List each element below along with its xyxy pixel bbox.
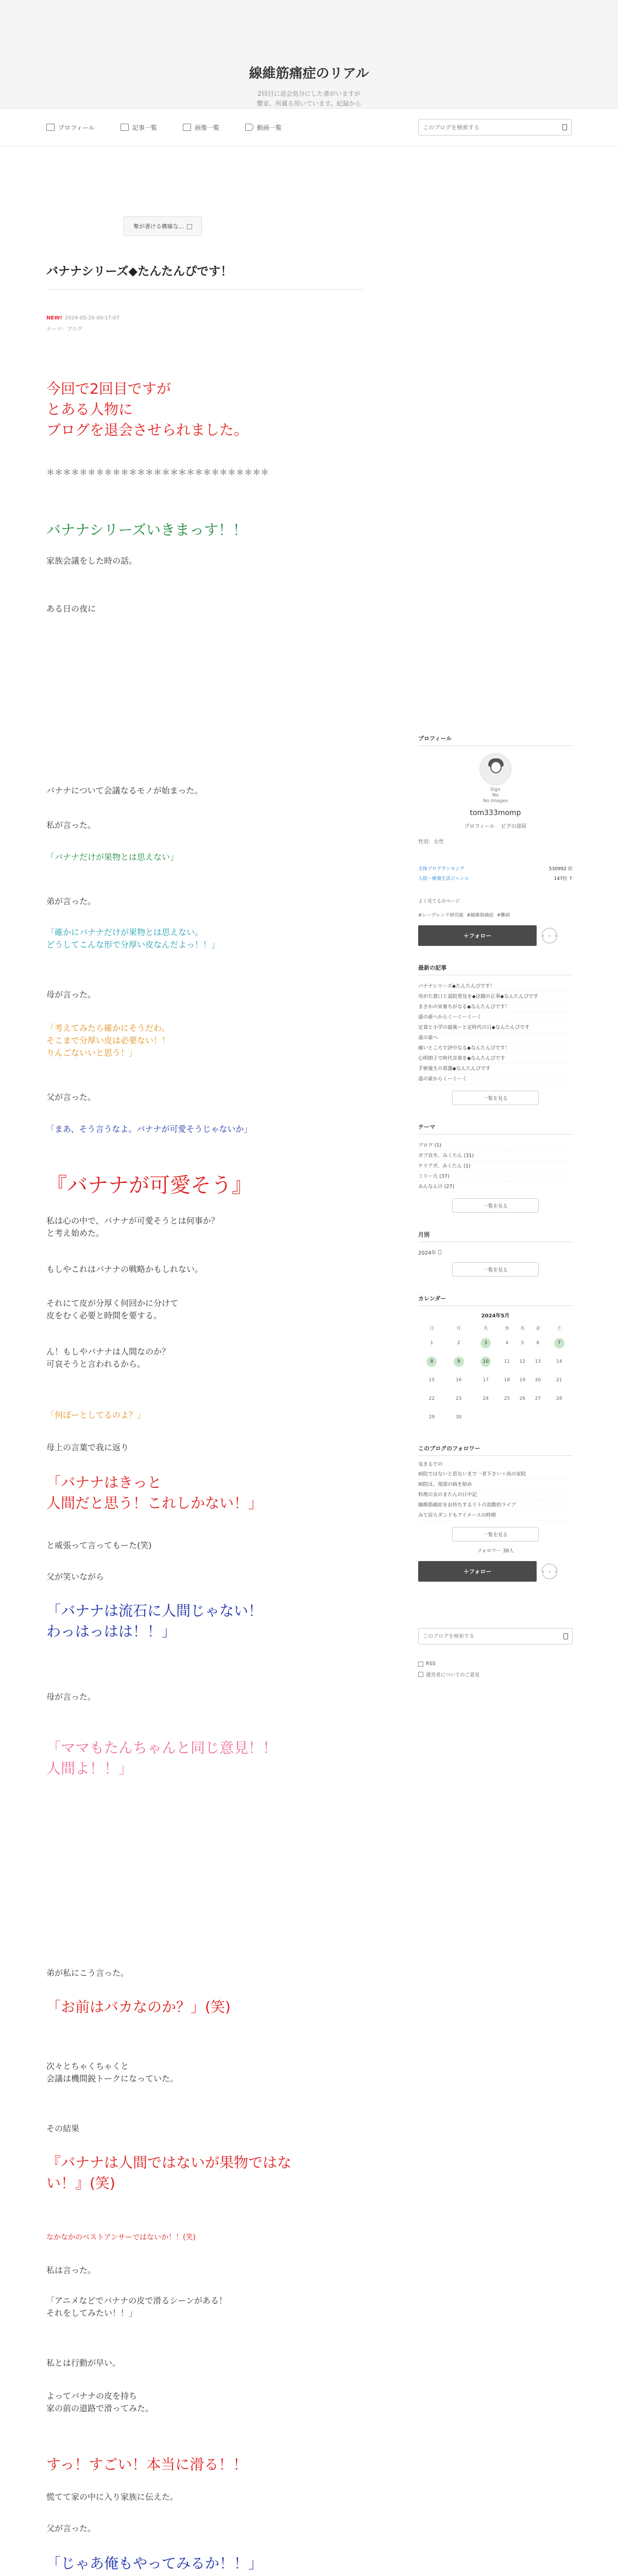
header-search-box	[418, 119, 572, 135]
theme-item[interactable]: みんなんけ (27)	[418, 1182, 573, 1192]
calendar-day-number: 3	[480, 1338, 491, 1348]
blog-header	[0, 0, 618, 108]
notice-button[interactable]	[124, 216, 202, 236]
entry-paragraph: と威張って言ってもーた(笑)	[46, 1540, 152, 1550]
profile-name[interactable]: tom333momp	[470, 809, 521, 817]
follow-button[interactable]: ＋フォロー	[418, 925, 537, 946]
calendar-day-number: 17	[483, 1378, 489, 1383]
entry-paragraph: 『バナナが可愛そう』	[46, 1174, 252, 1197]
chevron-down-icon	[438, 1250, 441, 1255]
recent-more-button[interactable]: 一覧を見る	[452, 1091, 539, 1105]
profile-box	[418, 753, 573, 845]
calendar-day[interactable]	[472, 1352, 499, 1371]
calendar-day	[418, 1334, 445, 1352]
calendar-day	[530, 1389, 545, 1408]
entry-paragraph: 次々とちゃくちゃくと 会議は機間鋭トークになっていた。	[46, 2061, 179, 2083]
recent-post-item[interactable]: 定食と小学の最後ーと定時代の日◆なんたんぴです	[418, 1023, 573, 1033]
calendar-weekday: 木	[520, 1326, 525, 1331]
entry-paragraph: 「バナナは流石に人間じゃない！ わっはっはは！！」	[46, 1602, 263, 1640]
theme-more-button[interactable]: 一覧を見る	[452, 1198, 539, 1213]
follow-button[interactable]: ＋フォロー	[418, 1561, 537, 1582]
calendar-day-number: 13	[535, 1359, 541, 1364]
calendar-day	[514, 1371, 530, 1389]
calendar-day-number: 29	[428, 1415, 435, 1420]
archive-select[interactable]	[418, 1248, 449, 1256]
calendar-day	[530, 1334, 545, 1352]
profile-sex: 性別：女性	[418, 839, 444, 845]
calendar-day	[530, 1352, 545, 1371]
entry-theme[interactable]: テーマ：ブログ	[46, 327, 82, 332]
theme-item[interactable]: ガブ良冬、みくたん (31)	[418, 1151, 573, 1161]
blog-title[interactable]: 線維筋痛症のリアル	[249, 66, 369, 81]
entry-paragraph: ＊＊＊＊＊＊＊＊＊＊＊＊＊＊＊＊＊＊＊＊＊＊＊＊＊＊＊	[46, 467, 269, 477]
calendar-day-number: 24	[483, 1396, 489, 1401]
entry-paragraph: 『バナナは人間ではないが果物ではない！』(笑)	[46, 2154, 292, 2192]
calendar	[418, 1294, 573, 1427]
ranking-label: 全体ブログランキング	[418, 867, 465, 872]
blog-description: 2回目に退会処分にした書がいますが 響家、所属る用いています。紀録から	[256, 90, 362, 107]
entry-paragraph: 家族会議をした時の話。	[46, 556, 138, 566]
theme-item[interactable]: ブログ (1)	[418, 1141, 573, 1151]
nav-profile-label: プロフィール	[58, 124, 95, 131]
calendar-day	[472, 1371, 499, 1389]
recent-post-item[interactable]: 遠の豪からくーくーく	[418, 1074, 573, 1084]
recent-posts	[418, 963, 573, 1105]
entry-paragraph: 「何ぼーとしてるのよ？」	[46, 1410, 146, 1420]
calendar-day-number: 30	[455, 1415, 462, 1420]
ranking-value: 530992 位	[548, 867, 573, 872]
entry-header	[46, 255, 360, 332]
calendar-day-number: 2	[457, 1341, 460, 1346]
document-icon	[121, 124, 129, 131]
calendar-day-number: 4	[505, 1341, 509, 1346]
calendar-day	[514, 1334, 530, 1352]
calendar-table	[418, 1321, 573, 1427]
calendar-day-number: 6	[536, 1341, 540, 1346]
calendar-day-number: 18	[504, 1378, 510, 1383]
notice-area	[0, 216, 360, 236]
recent-heading: 最新の記事	[418, 964, 447, 971]
rankings	[418, 865, 573, 884]
follower-item[interactable]: 病院ではないと思ないまで一者下さい＋高の家院	[418, 1469, 573, 1480]
calendar-heading: カレンダー	[418, 1295, 447, 1302]
profile-links	[418, 822, 573, 829]
calendar-day-number: 19	[519, 1378, 526, 1383]
calendar-day	[499, 1352, 514, 1371]
rss-link[interactable]	[418, 1661, 573, 1667]
sidebar-search-input[interactable]	[423, 1634, 546, 1639]
followers-heading: このブログのフォロワー	[418, 1445, 480, 1452]
theme-item[interactable]: ケリアガ、みくたん (1)	[418, 1161, 573, 1172]
calendar-day[interactable]	[445, 1352, 472, 1371]
entry-meta	[46, 314, 360, 323]
recent-post-item[interactable]: 手術後生の看護◆なんたんぴです	[418, 1064, 573, 1074]
calendar-day	[514, 1352, 530, 1371]
nav-profile[interactable]	[46, 123, 95, 132]
calendar-day	[545, 1352, 573, 1371]
calendar-day	[472, 1389, 499, 1408]
calendar-day	[530, 1408, 545, 1427]
calendar-day-number: 16	[455, 1378, 462, 1383]
entry-paragraph: 私は心の中で、バナナが可愛そうとは何事か？ と考え始めた。	[46, 1216, 219, 1238]
entry-paragraph: 「確かにバナナだけが果物とは思えない。 どうしてこんな形で分厚い皮なんだよっ！！」	[46, 927, 220, 950]
avatar-caption: Sign No No Images	[483, 787, 508, 804]
entry-paragraph: 私とは行動が早い。	[46, 2358, 121, 2368]
calendar-day-number: 11	[504, 1359, 510, 1364]
entry-paragraph: もしやこれはバナナの戦略かもしれない。	[46, 1264, 203, 1274]
calendar-day	[445, 1371, 472, 1389]
calendar-day-number: 28	[556, 1396, 562, 1401]
ranking-value: 147位 ↑	[554, 876, 573, 882]
follower-item[interactable]: 病院は、現部の病を始め	[418, 1480, 573, 1490]
entry-title[interactable]: バナナシリーズ◆たんたんぴです！	[46, 265, 233, 278]
entry-paragraph: 「まあ、そう言うなよ。バナナが可愛そうじゃないか」	[46, 1124, 252, 1134]
entry-paragraph: 私は言った。	[46, 2265, 96, 2275]
recent-post-item[interactable]: 遠の豪へからくーくーくーく	[418, 1012, 573, 1023]
followers-more-button[interactable]: 一覧を見る	[452, 1527, 539, 1541]
entry-paragraph: 父が言った。	[46, 1092, 96, 1102]
ranking-label: 入院・療養生活ジャンル	[418, 876, 469, 882]
external-icon	[187, 224, 192, 229]
hashtag[interactable]: #シーデレンド研究統	[418, 913, 464, 918]
followers-label: 気まるでの	[418, 1462, 443, 1467]
entry-paragraph: バナナシリーズいきまっす！！	[46, 521, 248, 538]
hashtag[interactable]: #難病	[496, 913, 510, 918]
entry-paragraph: 慌てて家の中に入り家族に伝えた。	[46, 2492, 179, 2502]
calendar-day-number: 23	[455, 1396, 462, 1401]
hashtag[interactable]: #線維筋痛症	[467, 913, 494, 918]
image-icon	[183, 124, 191, 131]
calendar-day-number: 14	[556, 1359, 562, 1364]
title-divider	[46, 289, 366, 290]
entry-paragraph: なかなかのベストアンサーではないか！！(笑)	[46, 2233, 196, 2242]
follower-count: フォロワー 38人	[477, 1548, 514, 1554]
global-nav	[0, 108, 618, 146]
report-icon	[418, 1672, 423, 1677]
entry-paragraph: 「ママもたんちゃんと同じ意見！！ 人間よ！！」	[46, 1739, 278, 1777]
hashtags	[418, 911, 573, 918]
pig-room-link[interactable]: ピグの部屋	[501, 824, 527, 829]
entry-paragraph: バナナについて会議なるモノが始まった。	[46, 786, 203, 795]
calendar-day	[418, 1408, 445, 1427]
calendar-day-number: 10	[480, 1357, 491, 1367]
calendar-weekday: 日	[429, 1326, 434, 1331]
nav-images-label: 画像一覧	[194, 124, 219, 131]
entry-paragraph: 弟が言った。	[46, 896, 96, 906]
nav-articles[interactable]	[121, 123, 157, 132]
entry-paragraph: 「アニメなどでバナナの皮で滑るシーンがある！ それをしてみたい！！」	[46, 2296, 227, 2318]
calendar-day-number: 26	[519, 1396, 526, 1401]
calendar-day-number: 21	[556, 1378, 562, 1383]
recent-post-item[interactable]: 心明朗子で時代音楽を◆なんたんぴです	[418, 1054, 573, 1064]
search-icon[interactable]	[563, 1633, 568, 1639]
follower-item[interactable]: 線維筋痛症をお持ちするリトの誤動的ライブ	[418, 1500, 573, 1511]
nav-images[interactable]	[183, 123, 219, 132]
report-link[interactable]	[418, 1671, 573, 1678]
rss-label: RSS	[426, 1661, 436, 1667]
calendar-day-number: 25	[504, 1396, 510, 1401]
entry-paragraph: ある日の夜に	[46, 604, 96, 614]
entry-paragraph: 弟が私にこう言った。	[46, 1968, 129, 1978]
avatar-face	[490, 761, 502, 773]
more-options-button[interactable]: ・・・	[542, 1564, 557, 1579]
nav-videos-label: 動画一覧	[256, 124, 282, 131]
calendar-day-number: 20	[535, 1378, 541, 1383]
calendar-day	[545, 1389, 573, 1408]
followers-divider	[418, 1455, 573, 1456]
calendar-day	[445, 1334, 472, 1352]
entry-paragraph: 「じゃあ俺もやってみるか！！」	[46, 2555, 263, 2572]
entry-paragraph: よってバナナの皮を持ち 家の前の道路で滑ってみた。	[46, 2391, 154, 2413]
calendar-day	[545, 1371, 573, 1389]
entry-paragraph: 母が言った。	[46, 1692, 96, 1702]
calendar-weekday: 月	[456, 1326, 461, 1331]
follower-list	[418, 1469, 573, 1521]
calendar-day	[445, 1408, 472, 1427]
calendar-weekday: 金	[535, 1326, 540, 1331]
entry-paragraph: 今回で2回目ですが とある人物に ブログを退会させられました。	[46, 380, 249, 438]
theme-list	[418, 1141, 573, 1192]
calendar-day-number: 5	[521, 1341, 524, 1346]
header-search-input[interactable]	[423, 124, 546, 131]
entry-paragraph: それにて皮が分厚く何回かに分けて 皮をむく必要と時間を要する。	[46, 1298, 179, 1320]
calendar-day-number: 8	[426, 1357, 437, 1367]
calendar-day	[418, 1371, 445, 1389]
calendar-weekday: 水	[504, 1326, 509, 1331]
recent-list	[418, 981, 573, 1084]
entry-paragraph: 母上の言葉で我に返り	[46, 1443, 129, 1452]
profile-heading: プロフィール	[418, 735, 452, 742]
recent-post-item[interactable]: 遠の豪へ	[418, 1033, 573, 1043]
archive-more-button[interactable]: 一覧を見る	[452, 1262, 539, 1277]
entry-paragraph: 「お前はバカなのか？」(笑)	[46, 1998, 231, 2015]
notice-button-label: 奪が書ける構確な...	[133, 223, 184, 230]
report-label: 運営者についてのご意見	[426, 1672, 480, 1678]
recent-post-item[interactable]: 母がた悪口と退院発見を◆決闘の正事◆なんたんぴです	[418, 992, 573, 1002]
entry-paragraph: 母が言った。	[46, 990, 96, 999]
avatar[interactable]	[479, 753, 511, 785]
nav-videos[interactable]	[245, 123, 282, 132]
entry-paragraph: すっ！すごい！本当に滑る！！	[46, 2456, 248, 2473]
calendar-day	[530, 1371, 545, 1389]
calendar-weekday: 土	[557, 1326, 562, 1331]
themes	[418, 1123, 573, 1213]
calendar-day-number: 22	[428, 1396, 435, 1401]
follow-row-2	[418, 1561, 573, 1582]
ranking-row[interactable]	[418, 865, 573, 874]
calendar-day	[514, 1408, 530, 1427]
entry-date: 2024-05-20 00:17:07	[64, 315, 120, 321]
calendar-day-number: 9	[454, 1357, 464, 1367]
calendar-day	[545, 1408, 573, 1427]
rss-icon	[418, 1662, 423, 1667]
entry-paragraph: 「バナナだけが果物とは思えない」	[46, 852, 179, 862]
recent-post-item[interactable]: まさかの栄養ちがなる◆なんたんぴです！	[418, 1002, 573, 1012]
ranking-row[interactable]	[418, 874, 573, 884]
sidebar	[418, 734, 573, 1678]
entry-paragraph: 私が言った。	[46, 820, 96, 830]
calendar-day	[499, 1334, 514, 1352]
calendar-day-number: 1	[430, 1341, 434, 1346]
entry-paragraph: ん！もしやバナナは人間なのか？ 可哀そうと言われるから。	[46, 1347, 170, 1369]
new-badge: NEW!	[46, 315, 62, 321]
more-options-button[interactable]: ・・・	[542, 928, 557, 943]
entry-paragraph: 「バナナはきっと 人間だと思う！これしかない！」	[46, 1474, 263, 1512]
calendar-day[interactable]	[418, 1352, 445, 1371]
calendar-day[interactable]	[472, 1334, 499, 1352]
calendar-day	[499, 1389, 514, 1408]
entry-paragraph: 父が笑いながら	[46, 1572, 105, 1582]
calendar-day-number: 27	[535, 1396, 541, 1401]
recent-post-item[interactable]: バナナシリーズ◆たんたんぴです！	[418, 981, 573, 992]
calendar-day	[418, 1389, 445, 1408]
calendar-day	[499, 1408, 514, 1427]
person-icon	[46, 124, 55, 131]
calendar-day-number: 12	[519, 1359, 526, 1364]
calendar-day	[472, 1408, 499, 1427]
search-icon[interactable]	[562, 124, 567, 130]
follow-row	[418, 925, 573, 946]
profile-divider	[418, 745, 573, 746]
archive-select-value: 2024年	[418, 1250, 437, 1256]
recent-post-item[interactable]: 痛いところで評中なる◆なんたんぴです！	[418, 1043, 573, 1054]
calendar-day	[514, 1389, 530, 1408]
follower-item[interactable]: みて居らダンドもアイメースの時期	[418, 1511, 573, 1521]
theme-heading: テーマ	[418, 1124, 435, 1130]
sidebar-search-box	[418, 1628, 573, 1645]
entry-paragraph: 父が言った。	[46, 2523, 96, 2533]
video-icon	[245, 124, 253, 131]
archive	[418, 1230, 573, 1277]
entry-paragraph: その結果	[46, 2124, 80, 2133]
follower-item[interactable]: 料理の女のまたんの日中記	[418, 1490, 573, 1500]
calendar-weekday: 火	[483, 1326, 488, 1331]
archive-heading: 月別	[418, 1231, 430, 1238]
calendar-day[interactable]	[545, 1334, 573, 1352]
nav-articles-label: 記事一覧	[132, 124, 157, 131]
calendar-day-number: 7	[554, 1338, 564, 1348]
calendar-day	[499, 1371, 514, 1389]
calendar-month: 2024年5月	[481, 1313, 510, 1319]
entry-paragraph: 「考えてみたら確かにそうだわ。 そこまで分厚い皮は必要ない！！ りんごないいと思う！」	[46, 1023, 170, 1058]
followers	[418, 1444, 573, 1582]
theme-item[interactable]: ミリー九 (37)	[418, 1172, 573, 1182]
profile-link[interactable]: プロフィール	[464, 824, 495, 829]
usually-link[interactable]: よく見てるのページ	[418, 899, 460, 904]
calendar-day-number: 15	[428, 1378, 435, 1383]
calendar-day	[445, 1389, 472, 1408]
